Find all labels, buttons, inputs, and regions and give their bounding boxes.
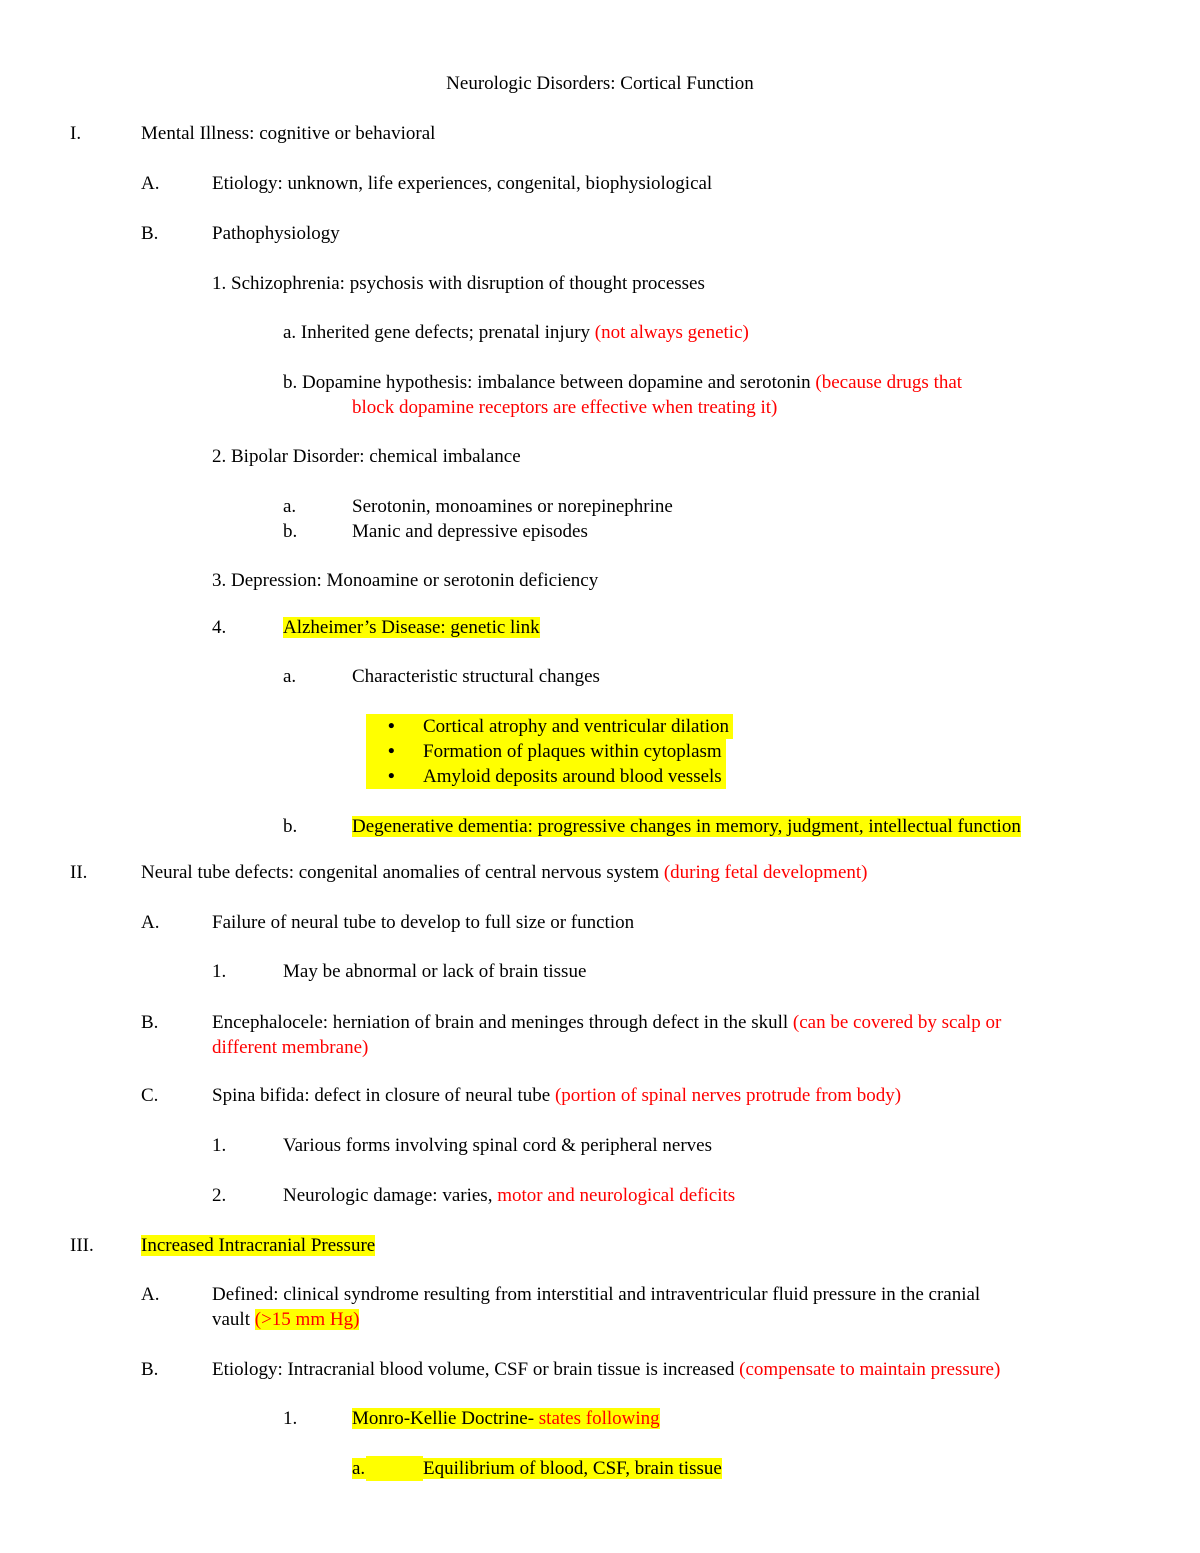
- outline-text: Encephalocele: herniation of brain and meninges through defect in the skull: [212, 1012, 793, 1033]
- section-marker: I.: [70, 123, 82, 144]
- highlighted-text: Monro-Kellie Doctrine-: [352, 1408, 539, 1429]
- outline-text: a. Inherited gene defects; prenatal injury: [283, 322, 595, 343]
- outline-text: Characteristic structural changes: [352, 666, 600, 687]
- outline-line: [283, 320, 749, 345]
- outline-marker: a.: [283, 666, 297, 687]
- outline-text: Pathophysiology: [212, 223, 340, 244]
- outline-marker: B.: [141, 223, 159, 244]
- outline-marker: b.: [283, 816, 298, 837]
- outline-line: [283, 1183, 735, 1208]
- outline-marker: A.: [141, 1284, 160, 1305]
- outline-marker: 1.: [212, 961, 227, 982]
- highlighted-text: Increased Intracranial Pressure: [141, 1235, 376, 1256]
- outline-marker: A.: [141, 912, 160, 933]
- outline-text: Serotonin, monoamines or norepinephrine: [352, 496, 673, 517]
- outline-marker: 1.: [283, 1408, 298, 1429]
- bullet-item: [366, 739, 726, 764]
- outline-marker: 1.: [212, 1135, 227, 1156]
- outline-text: vault: [212, 1309, 255, 1330]
- section-heading: [141, 1233, 375, 1258]
- outline-text: 3. Depression: Monoamine or serotonin deficiency: [212, 570, 599, 591]
- outline-text: 2. Bipolar Disorder: chemical imbalance: [212, 446, 521, 467]
- outline-text: [283, 615, 540, 640]
- bullet-icon: •: [388, 741, 395, 762]
- outline-marker: C.: [141, 1085, 159, 1106]
- bullet-icon: •: [388, 716, 395, 737]
- outline-text: [352, 814, 1021, 839]
- highlighted-marker: a.: [352, 1458, 369, 1479]
- outline-text: 1. Schizophrenia: psychosis with disruption of thought processes: [212, 273, 705, 294]
- highlight-gap: [366, 1456, 423, 1481]
- bullet-text: Amyloid deposits around blood vessels: [423, 766, 722, 787]
- annotation-note: block dopamine receptors are effective when treating it): [352, 397, 778, 418]
- outline-line: [212, 1357, 1000, 1382]
- annotation-note: different membrane): [212, 1037, 369, 1058]
- annotation-note: states following: [538, 1408, 660, 1429]
- outline-text: Various forms involving spinal cord & peripheral nerves: [283, 1135, 712, 1156]
- bullet-text: Cortical atrophy and ventricular dilation: [423, 716, 730, 737]
- outline-line: [283, 370, 962, 395]
- outline-line: [212, 1010, 1001, 1035]
- outline-marker: 2.: [212, 1185, 227, 1206]
- bullet-item: [366, 714, 733, 739]
- outline-text: Etiology: Intracranial blood volume, CSF or brain tissue is increased: [212, 1359, 740, 1380]
- outline-marker: a.: [283, 496, 297, 517]
- highlight-fill: [366, 1456, 423, 1481]
- section-heading: Mental Illness: cognitive or behavioral: [141, 123, 436, 144]
- annotation-note: (because drugs that: [815, 372, 963, 393]
- annotation-note: (not always genetic): [594, 322, 749, 343]
- highlighted-text: Alzheimer’s Disease: genetic link: [283, 617, 540, 638]
- outline-line: [352, 1406, 660, 1431]
- outline-text: Etiology: unknown, life experiences, congenital, biophysiological: [212, 173, 713, 194]
- annotation-note: motor and neurological deficits: [497, 1185, 736, 1206]
- outline-text: Failure of neural tube to develop to full size or function: [212, 912, 635, 933]
- bullet-text: Formation of plaques within cytoplasm: [423, 741, 722, 762]
- annotation-note: (can be covered by scalp or: [792, 1012, 1002, 1033]
- outline-text: May be abnormal or lack of brain tissue: [283, 961, 587, 982]
- bullet-icon: •: [388, 766, 395, 787]
- outline-line: [212, 1307, 359, 1332]
- highlighted-text: Equilibrium of blood, CSF, brain tissue: [423, 1458, 722, 1479]
- annotation-note: (portion of spinal nerves protrude from body): [554, 1085, 902, 1106]
- annotation-note: (>15 mm Hg): [254, 1309, 360, 1330]
- outline-marker: 4.: [212, 617, 227, 638]
- section-marker: II.: [70, 862, 88, 883]
- outline-text: Manic and depressive episodes: [352, 521, 588, 542]
- annotation-note: (compensate to maintain pressure): [739, 1359, 1001, 1380]
- outline-marker: b.: [283, 521, 298, 542]
- outline-text: Defined: clinical syndrome resulting from interstitial and intraventricular fluid pressure in the cranial: [212, 1284, 981, 1305]
- heading-text: Neural tube defects: congenital anomalies of central nervous system: [141, 862, 664, 883]
- section-marker: III.: [70, 1235, 94, 1256]
- bullet-item: [366, 764, 726, 789]
- outline-text: Spina bifida: defect in closure of neural tube: [212, 1085, 555, 1106]
- outline-marker: B.: [141, 1012, 159, 1033]
- outline-marker: B.: [141, 1359, 159, 1380]
- page-title: Neurologic Disorders: Cortical Function: [446, 73, 754, 94]
- section-heading: [141, 860, 868, 885]
- highlighted-text: Degenerative dementia: progressive changes in memory, judgment, intellectual function: [352, 816, 1021, 837]
- outline-text: Neurologic damage: varies,: [283, 1185, 498, 1206]
- outline-text: b. Dopamine hypothesis: imbalance between dopamine and serotonin: [283, 372, 816, 393]
- outline-line: [212, 1083, 901, 1108]
- outline-text: [423, 1456, 722, 1481]
- annotation-note: (during fetal development): [663, 862, 868, 883]
- outline-marker: A.: [141, 173, 160, 194]
